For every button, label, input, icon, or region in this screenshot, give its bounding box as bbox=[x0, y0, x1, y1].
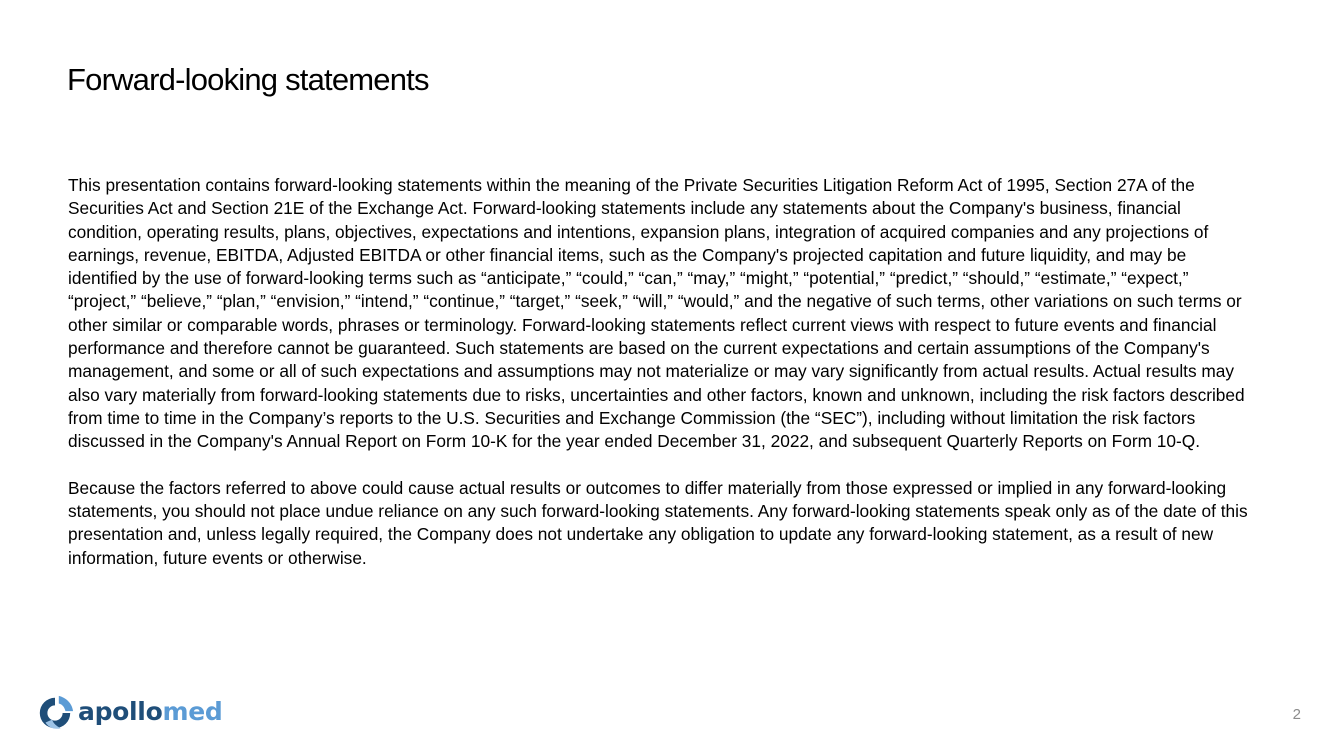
logo-wordmark-med: med bbox=[162, 696, 223, 726]
logo-wordmark-apollo: apollo bbox=[78, 696, 163, 726]
apollomed-logo-mark-icon bbox=[36, 694, 74, 732]
company-logo bbox=[36, 693, 222, 733]
logo-wordmark bbox=[78, 697, 222, 726]
disclaimer-body bbox=[68, 174, 1253, 570]
slide-title: Forward-looking statements bbox=[67, 62, 429, 97]
page-number: 2 bbox=[1292, 706, 1301, 723]
disclaimer-paragraph-1: This presentation contains forward-looking statements within the meaning of the Private Securities Litigation Reform Act of 1995, Section 27A of the Securities Act and Section 21E of the Exchange Act. Forward-looking statements include any statements about the Company's business, financial condition, operating results, plans, objectives, expectations and intentions, expansion plans, integration of acquired companies and any projections of earnings, revenue, EBITDA, Adjusted EBITDA or other financial items, such as the Company's projected capitation and future liquidity, and may be identified by the use of forward-looking terms such as “anticipate,” “could,” “can,” “may,” “might,” “potential,” “predict,” “should,” “estimate,” “expect,” “project,” “believe,” “plan,” “envision,” “intend,” “continue,” “target,” “seek,” “will,” “would,” and the negative of such terms, other variations on such terms or other similar or comparable words, phrases or terminology. Forward-looking statements reflect current views with respect to future events and financial performance and therefore cannot be guaranteed. Such statements are based on the current expectations and certain assumptions of the Company's management, and some or all of such expectations and assumptions may not materialize or may vary significantly from actual results. Actual results may also vary materially from forward-looking statements due to risks, uncertainties and other factors, known and unknown, including the risk factors described from time to time in the Company’s reports to the U.S. Securities and Exchange Commission (the “SEC”), including without limitation the risk factors discussed in the Company's Annual Report on Form 10-K for the year ended December 31, 2022, and subsequent Quarterly Reports on Form 10-Q. bbox=[68, 175, 1245, 452]
disclaimer-paragraph-2: Because the factors referred to above could cause actual results or outcomes to differ materially from those expressed or implied in any forward-looking statements, you should not place undue reliance on any such forward-looking statements. Any forward-looking statements speak only as of the date of this presentation and, unless legally required, the Company does not undertake any obligation to update any forward-looking statement, as a result of new information, future events or otherwise. bbox=[68, 477, 1248, 568]
